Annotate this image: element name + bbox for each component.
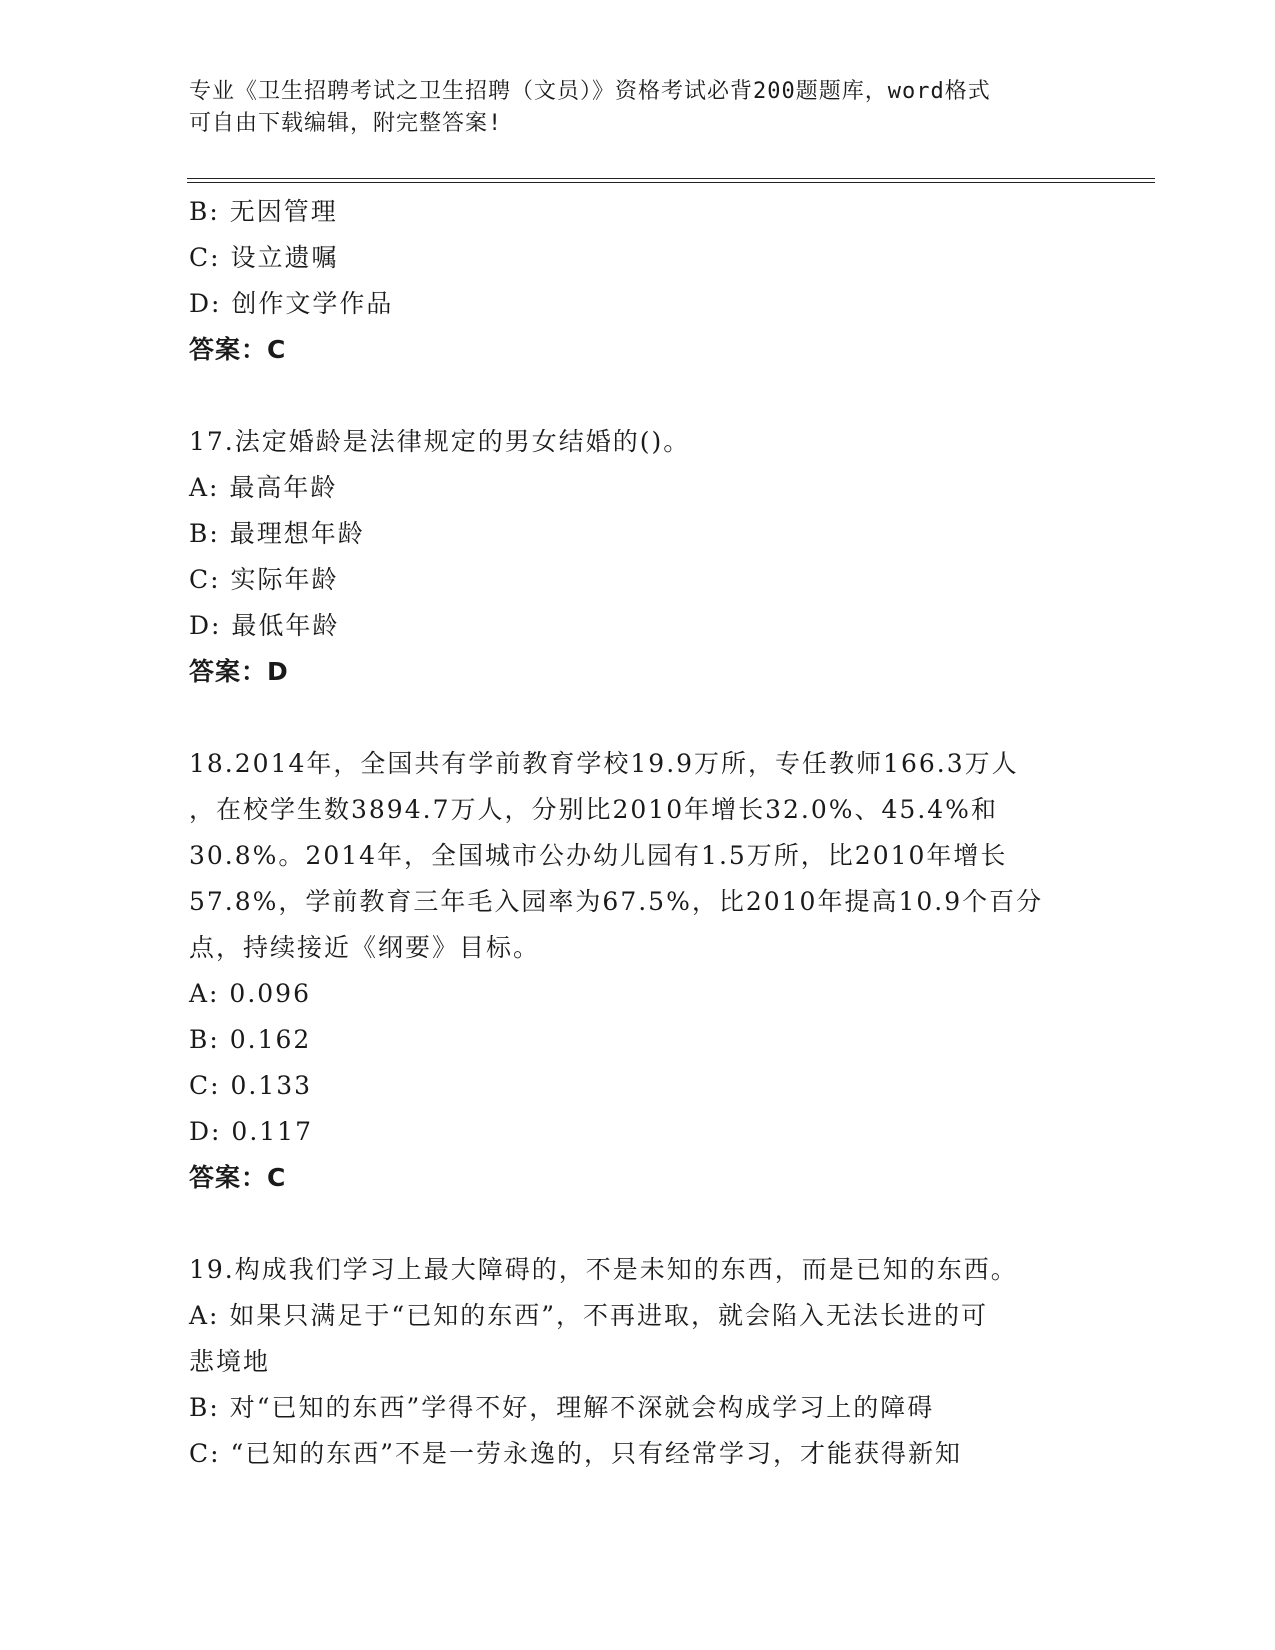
option-c: C: “已知的东西”不是一劳永逸的，只有经常学习，才能获得新知 — [189, 1439, 963, 1468]
question-text-line-4: 57.8%，学前教育三年毛入园率为67.5%，比2010年提高10.9个百分 — [189, 887, 1044, 916]
answer-line: 答案：D — [189, 657, 289, 686]
option-d: D: 0.117 — [189, 1117, 313, 1146]
question-content — [189, 189, 1089, 1477]
page-header — [189, 76, 1069, 140]
header-title-line-2: 可自由下载编辑，附完整答案! — [189, 111, 503, 136]
option-c: C: 0.133 — [189, 1071, 313, 1100]
option-a-line-2: 悲境地 — [189, 1347, 271, 1376]
question-text-line-5: 点，持续接近《纲要》目标。 — [189, 933, 541, 962]
question-text-line-1: 18.2014年，全国共有学前教育学校19.9万所，专任教师166.3万人 — [189, 749, 1019, 778]
option-b: B: 0.162 — [189, 1025, 312, 1054]
option-c: C: 实际年龄 — [189, 565, 339, 594]
option-c: C: 设立遗嘱 — [189, 243, 339, 272]
option-a-line-1: A: 如果只满足于“已知的东西”，不再进取，就会陷入无法长进的可 — [189, 1301, 988, 1330]
spacer — [189, 695, 1089, 741]
spacer — [189, 373, 1089, 419]
question-18 — [189, 741, 1089, 1201]
question-text-line-3: 30.8%。2014年，全国城市公办幼儿园有1.5万所，比2010年增长 — [189, 841, 1008, 870]
option-d: D: 创作文学作品 — [189, 289, 394, 318]
question-16-tail — [189, 189, 1089, 373]
question-19 — [189, 1247, 1089, 1477]
option-b: B: 对“已知的东西”学得不好，理解不深就会构成学习上的障碍 — [189, 1393, 935, 1422]
answer-line: 答案：C — [189, 335, 287, 364]
option-a: A: 0.096 — [189, 979, 311, 1008]
option-b: B: 无因管理 — [189, 197, 338, 226]
option-b: B: 最理想年龄 — [189, 519, 365, 548]
question-17 — [189, 419, 1089, 695]
question-text-line-2: ，在校学生数3894.7万人，分别比2010年增长32.0%、45.4%和 — [189, 795, 998, 824]
question-text: 17.法定婚龄是法律规定的男女结婚的()。 — [189, 427, 691, 456]
header-divider — [187, 178, 1155, 183]
option-a: A: 最高年龄 — [189, 473, 338, 502]
header-title-line-1: 专业《卫生招聘考试之卫生招聘（文员）》资格考试必背200题题库，word格式 — [189, 79, 991, 104]
answer-line: 答案：C — [189, 1163, 287, 1192]
spacer — [189, 1201, 1089, 1247]
question-text: 19.构成我们学习上最大障碍的，不是未知的东西，而是已知的东西。 — [189, 1255, 1018, 1284]
option-d: D: 最低年龄 — [189, 611, 340, 640]
